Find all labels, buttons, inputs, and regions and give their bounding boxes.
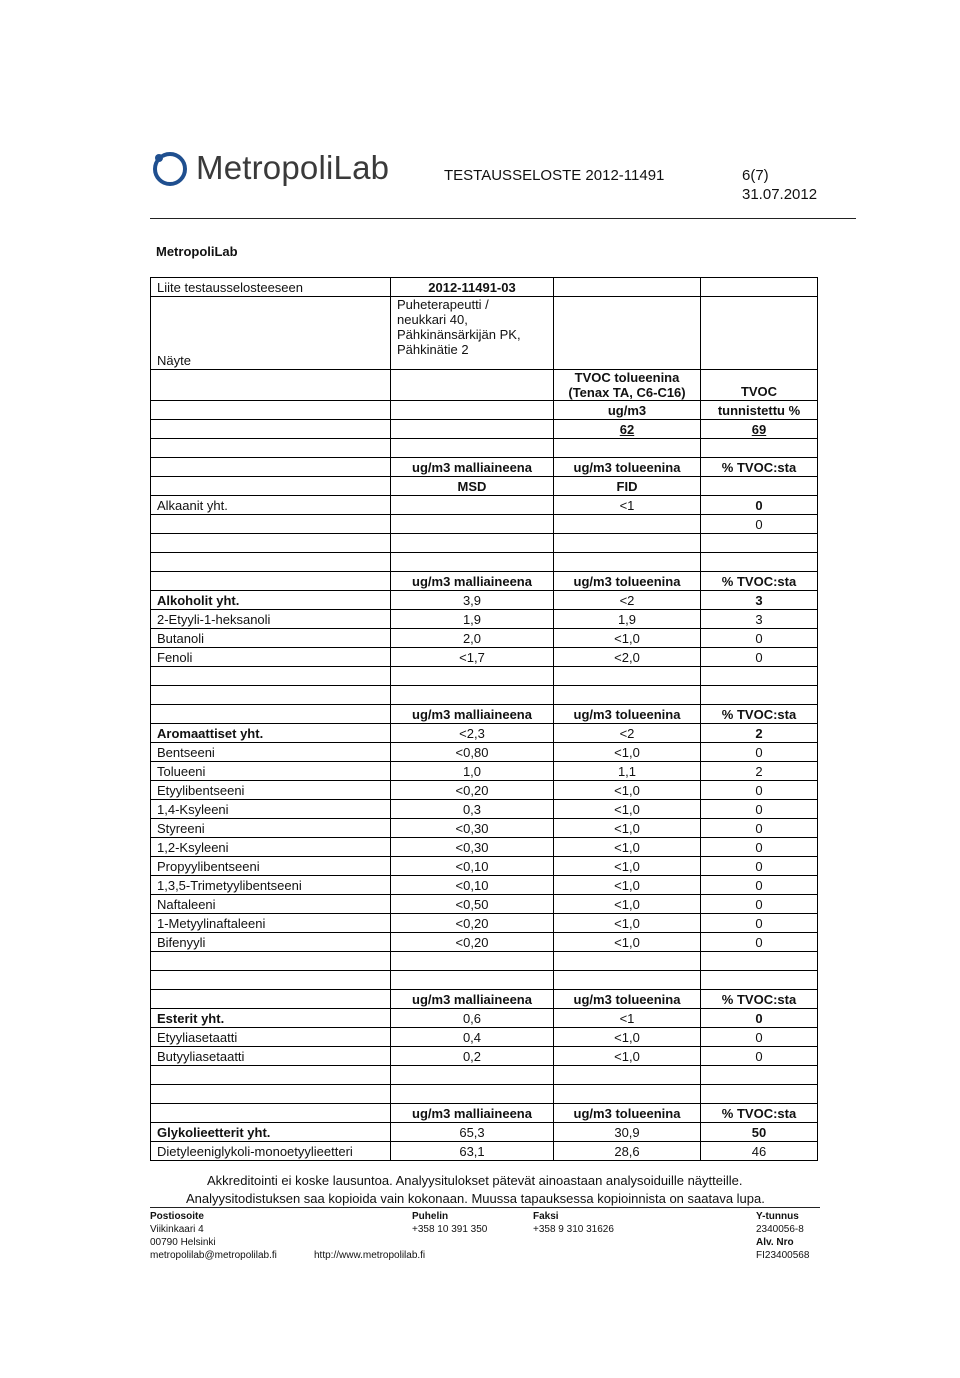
table-row: 2-Etyyli-1-heksanoli 1,9 1,9 3 <box>151 610 818 629</box>
table-row: Tolueeni 1,0 1,1 2 <box>151 762 818 781</box>
header-divider <box>150 218 856 219</box>
table-row: Butanoli 2,0 <1,0 0 <box>151 629 818 648</box>
document-id: TESTAUSSELOSTE 2012-11491 <box>444 167 665 184</box>
company-logo <box>150 148 389 188</box>
footer-divider <box>150 1207 820 1208</box>
col-msd: MSD <box>391 477 554 496</box>
table-row: Etyylibentseeni <0,20 <1,0 0 <box>151 781 818 800</box>
city-address: 00790 Helsinki <box>150 1237 216 1248</box>
document-date: 31.07.2012 <box>742 186 818 203</box>
street-address: Viikinkaari 4 <box>150 1224 204 1235</box>
table-row: Propyylibentseeni <0,10 <1,0 0 <box>151 857 818 876</box>
table-row: Dietyleeniglykoli-monoetyylieetteri 63,1 28,6 46 <box>151 1142 818 1161</box>
glykoli-total-row: Glykolieetterit yht. 65,3 30,9 50 <box>151 1123 818 1142</box>
esterit-total-row: Esterit yht. 0,6 <1 0 <box>151 1009 818 1028</box>
table-row: Bifenyyli <0,20 <1,0 0 <box>151 933 818 952</box>
tvoc-unit: ug/m3 <box>554 401 701 420</box>
table-row: Fenoli <1,7 <2,0 0 <box>151 648 818 667</box>
alkaanit-row: Alkaanit yht. <1 0 <box>151 496 818 515</box>
col-pct: % TVOC:sta <box>701 458 818 477</box>
page-number: 6(7) <box>742 167 769 184</box>
alkaanit-header-row <box>151 458 818 477</box>
tvoc-identified-value: 69 <box>701 420 818 439</box>
table-row: Butyyliasetaatti 0,2 <1,0 0 <box>151 1047 818 1066</box>
alkaanit-name: Alkaanit yht. <box>151 496 391 515</box>
sample-desc-row <box>151 297 818 370</box>
results-table: Liite testausselosteeseen 2012-11491-03 Näyte Puheterapeutti / neukkari 40, Pähkinänsärkijän PK, Pähkinätie 2 TVOC tolueenina (Tenax TA, C6-C16) TVOC ug/m3 tunnistettu % 62 69 ug/m3 malliaineena ug/m3 tolueenina % TVOC:sta MSD FID Alkaanit yht. <1 0 0 ug/m3 malliaineena ug/m3 tolueenina % TVOC:sta Alkoholit yht. 3,9 <2 3 2-Etyyli-1-heksanoli 1,9 1,9 3 Butanoli 2,0 <1,0 0 Fenoli <1,7 <2,0 0 ug/m3 malliaineena ug/m3 tolueenina % TVOC:sta Aromaattiset yht. <2,3 <2 2 Bentseeni <0,80 <1,0 0 Tolueeni 1,0 1,1 2 Etyylibentseeni <0,20 <1,0 0 1,4-Ksyleeni 0,3 <1,0 0 Styreeni <0,30 <1,0 0 1,2-Ksyleeni <0,30 <1,0 0 Propyylibentseeni <0,10 <1,0 0 1,3,5-Trimetyylibentseeni <0,10 <1,0 0 Naftaleeni <0,50 <1,0 0 1-Metyylinaftaleeni <0,20 <1,0 0 Bifenyyli <0,20 <1,0 0 ug/m3 malliaineena ug/m3 tolueenina % TVOC:sta Esterit yht. 0,6 <1 0 Etyyliasetaatti 0,4 <1,0 0 Butyyliasetaatti 0,2 <1,0 0 ug/m3 malliaineena ug/m3 tolueenina % TVOC:sta Glykolieetterit yht. 65,3 30,9 50 Dietyleeniglykoli-monoetyylieetteri 63,1 28,6 46 <box>150 277 818 1161</box>
tvoc-toluene-header: TVOC tolueenina (Tenax TA, C6-C16) <box>554 370 701 401</box>
aromaattiset-header-row: ug/m3 malliaineena ug/m3 tolueenina % TVOC:sta <box>151 705 818 724</box>
table-row: Etyyliasetaatti 0,4 <1,0 0 <box>151 1028 818 1047</box>
faksi-label: Faksi <box>533 1211 559 1222</box>
esterit-header-row: ug/m3 malliaineena ug/m3 tolueenina % TVOC:sta <box>151 990 818 1009</box>
postiosoite-label: Postiosoite <box>150 1211 204 1222</box>
table-row: 1,2-Ksyleeni <0,30 <1,0 0 <box>151 838 818 857</box>
fax-number: +358 9 310 31626 <box>533 1224 614 1235</box>
table-row: Styreeni <0,30 <1,0 0 <box>151 819 818 838</box>
tvoc-value: 62 <box>554 420 701 439</box>
col-tol: ug/m3 tolueenina <box>554 458 701 477</box>
sample-id: 2012-11491-03 <box>391 278 554 297</box>
ytunnus-label: Y-tunnus <box>756 1211 799 1222</box>
sample-header-row <box>151 278 818 297</box>
email-link[interactable]: metropolilab@metropolilab.fi <box>150 1250 277 1261</box>
col-malli: ug/m3 malliaineena <box>391 458 554 477</box>
col-fid: FID <box>554 477 701 496</box>
aromaattiset-total-row: Aromaattiset yht. <2,3 <2 2 <box>151 724 818 743</box>
alv-value: FI23400568 <box>756 1250 810 1261</box>
accreditation-note: Akkreditointi ei koske lausuntoa. Analyysitulokset pätevät ainoastaan analysoiduille näytteille. <box>207 1173 743 1188</box>
ytunnus-value: 2340056-8 <box>756 1224 804 1235</box>
alv-label: Alv. Nro <box>756 1237 794 1248</box>
sample-description: Puheterapeutti / neukkari 40, Pähkinänsärkijän PK, Pähkinätie 2 <box>391 297 554 370</box>
web-link[interactable]: http://www.metropolilab.fi <box>314 1250 426 1261</box>
copy-note: Analyysitodistuksen saa kopioida vain kokonaan. Muussa tapauksessa kopioinnista on saatava lupa. <box>186 1191 765 1206</box>
logo-text: MetropoliLab <box>196 149 390 186</box>
tvoc-header: TVOC <box>701 370 818 401</box>
table-row: Naftaleeni <0,50 <1,0 0 <box>151 895 818 914</box>
alkoholit-total-row: Alkoholit yht. 3,9 <2 3 <box>151 591 818 610</box>
phone-number: +358 10 391 350 <box>412 1224 488 1235</box>
table-row: 1,4-Ksyleeni 0,3 <1,0 0 <box>151 800 818 819</box>
alkoholit-header-row: ug/m3 malliaineena ug/m3 tolueenina % TVOC:sta <box>151 572 818 591</box>
tvoc-header-row <box>151 370 818 401</box>
glykoli-header-row: ug/m3 malliaineena ug/m3 tolueenina % TVOC:sta <box>151 1104 818 1123</box>
table-row: Bentseeni <0,80 <1,0 0 <box>151 743 818 762</box>
metropolilab-logo-icon <box>150 148 190 188</box>
puhelin-label: Puhelin <box>412 1211 449 1222</box>
table-row: 1-Metyylinaftaleeni <0,20 <1,0 0 <box>151 914 818 933</box>
nayte-label: Näyte <box>151 297 391 370</box>
tvoc-identified-header: tunnistettu % <box>701 401 818 420</box>
table-row: 1,3,5-Trimetyylibentseeni <0,10 <1,0 0 <box>151 876 818 895</box>
sample-label: Liite testausselosteeseen <box>151 278 391 297</box>
organization-name: MetropoliLab <box>156 244 238 259</box>
